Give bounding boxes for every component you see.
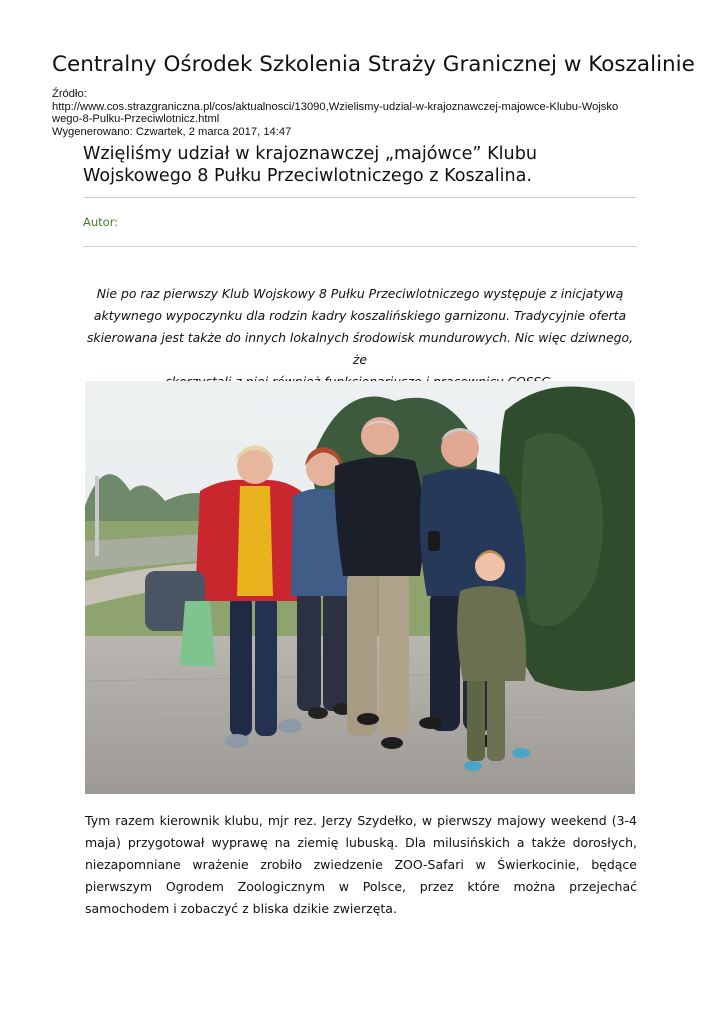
lead-line: aktywnego wypoczynku dla rodzin kadry koszalińskiego garnizonu. Tradycyjnie oferta xyxy=(93,308,627,323)
site-title: Centralny Ośrodek Szkolenia Straży Granicznej w Koszalinie xyxy=(52,52,695,77)
article-lead xyxy=(83,283,637,393)
source-meta xyxy=(52,88,682,138)
generated-date: Wygenerowano: Czwartek, 2 marca 2017, 14:47 xyxy=(52,125,292,138)
author-label: Autor: xyxy=(83,215,119,229)
article-title xyxy=(83,143,643,187)
source-label: Źródło: xyxy=(52,88,87,100)
article-title-line2: Wojskowego 8 Pułku Przeciwlotniczego z Koszalina. xyxy=(83,166,533,186)
divider-bottom xyxy=(83,246,637,247)
divider-top xyxy=(83,197,637,198)
lead-line: Nie po raz pierwszy Klub Wojskowy 8 Pułku Przeciwlotniczego występuje z inicjatywą xyxy=(96,286,624,301)
article-title-line1: Wzięliśmy udział w krajoznawczej „majówce” Klubu xyxy=(83,144,538,164)
group-photo xyxy=(85,381,635,794)
article-body: Tym razem kierownik klubu, mjr rez. Jerzy Szydełko, w pierwszy majowy weekend (3-4 maja) przygotował wyprawę na ziemię lubuską. Dla milusińskich a także dorosłych, niezapomniane wrażenie zrobiło zwiedzenie ZOO-Safari w Świerkocinie, będące pierwszym Ogrodem Zoologicznym w Polsce, przez które można przejechać samochodem i zobaczyć z bliska dzikie zwierzęta. xyxy=(85,813,637,916)
lead-line: skierowana jest także do innych lokalnych środowisk mundurowych. Nic więc dziwnego, że xyxy=(86,330,634,367)
group-photo-illustration xyxy=(85,381,635,794)
source-url-line1[interactable]: http://www.cos.strazgraniczna.pl/cos/aktualnosci/13090,Wzielismy-udzial-w-krajoznawczej-majowce-Klubu-Wojsko xyxy=(52,100,619,113)
source-url-line2[interactable]: wego-8-Pulku-Przeciwlotnicz.html xyxy=(52,113,220,125)
